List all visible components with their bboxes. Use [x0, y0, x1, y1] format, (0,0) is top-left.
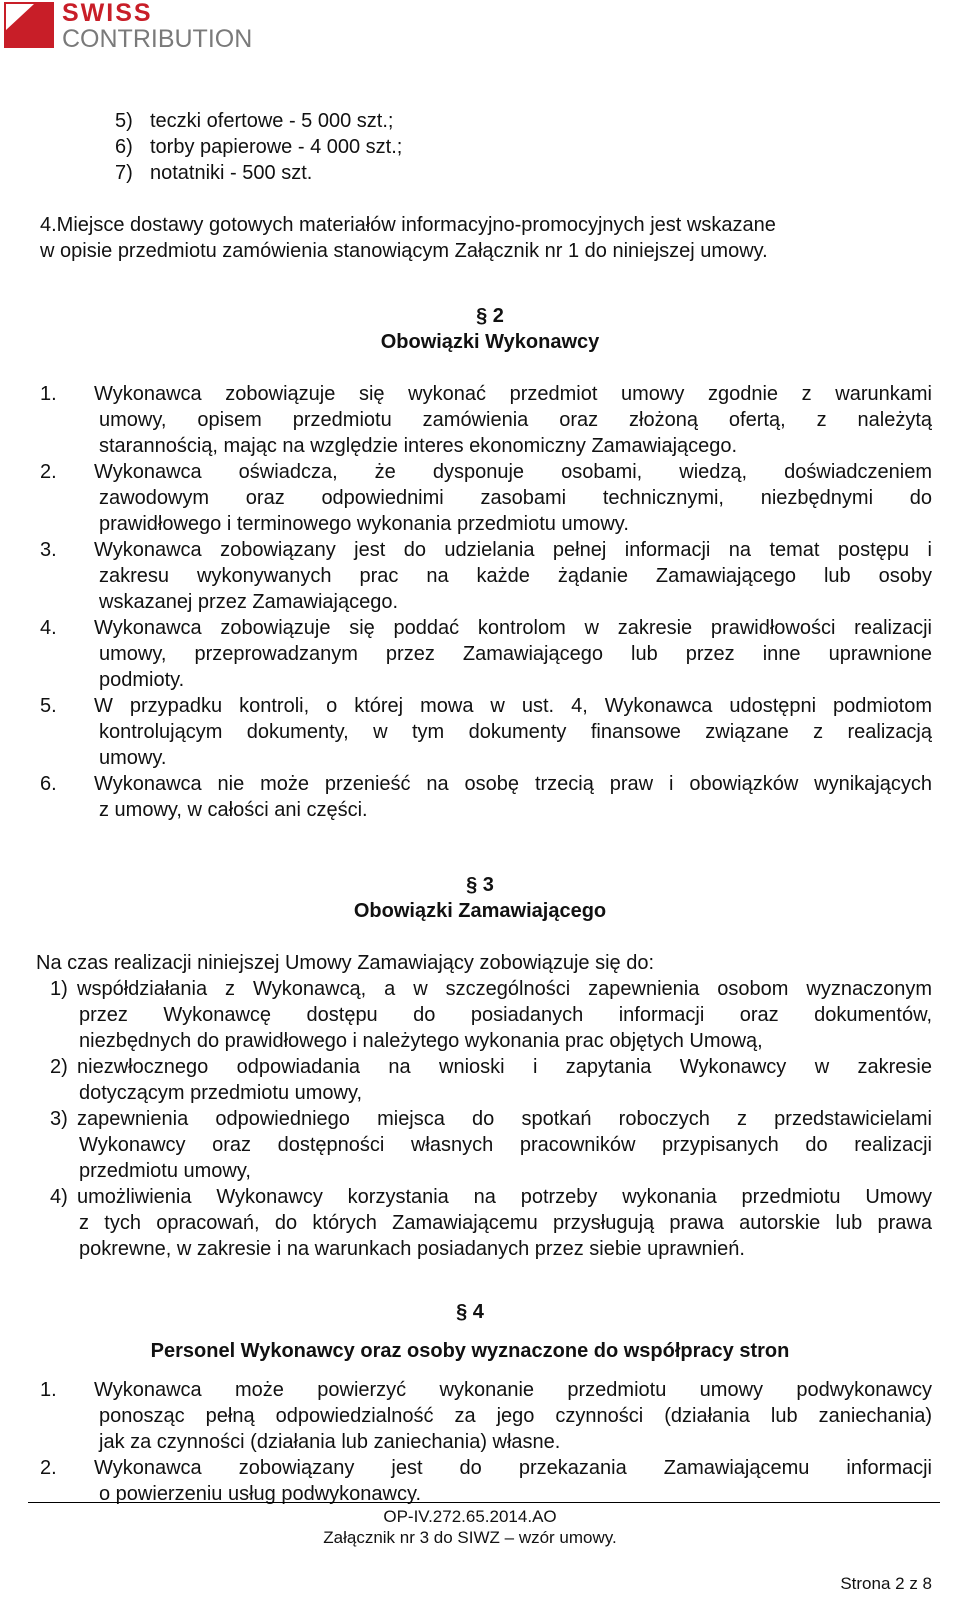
- list-item-number: 6.: [40, 773, 57, 795]
- list-item-line: przedmiotu umowy,: [79, 1160, 251, 1182]
- list-item-line: zawodowym oraz odpowiednimi zasobami technicznymi, niezbędnymi do: [99, 487, 932, 509]
- footer-reference: OP-IV.272.65.2014.AO: [383, 1507, 557, 1526]
- list-item-line: Wykonawca może powierzyć wykonanie przedmiotu umowy podwykonawcy: [94, 1379, 932, 1401]
- list-item-line: umożliwienia Wykonawcy korzystania na potrzeby wykonania przedmiotu Umowy: [77, 1186, 932, 1208]
- list-item-line: Wykonawca zobowiązany jest do przekazania Zamawiającemu informacji: [94, 1457, 932, 1479]
- footer-divider: [28, 1502, 940, 1503]
- page-number: Strona 2 z 8: [840, 1574, 932, 1593]
- list-item-line: ponosząc pełną odpowiedzialność za jego czynności (działania lub zaniechania): [99, 1405, 932, 1427]
- list-item-line: współdziałania z Wykonawcą, a w szczególności zapewnienia osobom wyznaczonym: [77, 978, 932, 1000]
- list-item-line: niezwłocznego odpowiadania na wnioski i zapytania Wykonawcy w zakresie: [77, 1056, 932, 1078]
- list-item-line: W przypadku kontroli, o której mowa w ust. 4, Wykonawca udostępni podmiotom: [94, 695, 932, 717]
- list-item-line: Wykonawca oświadcza, że dysponuje osobami, wiedzą, doświadczeniem: [94, 461, 932, 483]
- list-item-line: jak za czynności (działania lub zaniechania) własne.: [99, 1431, 561, 1453]
- list-item-number: 4.: [40, 617, 57, 639]
- list-item-number: 5): [115, 110, 133, 132]
- list-item-line: Wykonawcy oraz dostępności własnych pracowników przypisanych do realizacji: [79, 1134, 932, 1156]
- list-item-line: zapewnienia odpowiedniego miejsca do spotkań roboczych z przedstawicielami: [77, 1108, 932, 1130]
- list-item-line: o powierzeniu usług podwykonawcy.: [99, 1483, 422, 1505]
- list-item-number: 6): [115, 136, 133, 158]
- list-item-number: 4): [50, 1186, 68, 1208]
- section-title: Personel Wykonawcy oraz osoby wyznaczone do współpracy stron: [150, 1340, 790, 1362]
- list-item-number: 1.: [40, 1379, 57, 1401]
- list-item-line: Wykonawca zobowiązuje się poddać kontrolom w zakresie prawidłowości realizacji: [94, 617, 932, 639]
- list-item-line: umowy.: [99, 747, 167, 769]
- list-item-number: 2.: [40, 461, 57, 483]
- list-item-number: 2): [50, 1056, 68, 1078]
- list-item-line: umowy, opisem przedmiotu zamówienia oraz złożoną ofertą, z należytą: [99, 409, 932, 431]
- list-item-line: zakresu wykonywanych prac na każde żądanie Zamawiającego lub osoby: [99, 565, 932, 587]
- list-item-line: z tych opracowań, do których Zamawiającemu przysługują prawa autorskie lub prawa: [79, 1212, 932, 1234]
- list-item-line: prawidłowego i terminowego wykonania przedmiotu umowy.: [99, 513, 629, 535]
- list-item-text: teczki ofertowe - 5 000 szt.;: [150, 110, 394, 132]
- list-item-line: z umowy, w całości ani części.: [99, 799, 368, 821]
- list-item-number: 2.: [40, 1457, 57, 1479]
- list-item-number: 7): [115, 162, 133, 184]
- logo-text-line1: SWISS: [62, 0, 153, 27]
- list-item-line: dotyczącym przedmiotu umowy,: [79, 1082, 363, 1104]
- list-item-number: 5.: [40, 695, 57, 717]
- list-item-number: 1.: [40, 383, 57, 405]
- section-mark: § 4: [456, 1301, 484, 1323]
- list-item-line: przez Wykonawcę dostępu do posiadanych informacji oraz dokumentów,: [79, 1004, 932, 1026]
- section-title: Obowiązki Zamawiającego: [353, 900, 607, 922]
- list-item-line: umowy, przeprowadzanym przez Zamawiającego lub przez inne uprawnione: [99, 643, 932, 665]
- list-item-line: Wykonawca nie może przenieść na osobę trzecią praw i obowiązków wynikających: [94, 773, 932, 795]
- list-item-line: wskazanej przez Zamawiającego.: [99, 591, 399, 613]
- logo-text-line2: CONTRIBUTION: [62, 25, 253, 53]
- section-mark: § 3: [466, 874, 494, 896]
- section-title: Obowiązki Wykonawcy: [380, 331, 600, 353]
- list-item-number: 1): [50, 978, 68, 1000]
- list-item-text: torby papierowe - 4 000 szt.;: [150, 136, 403, 158]
- footer-note: Załącznik nr 3 do SIWZ – wzór umowy.: [323, 1528, 617, 1547]
- list-item-line: Wykonawca zobowiązuje się wykonać przedmiot umowy zgodnie z warunkami: [94, 383, 932, 405]
- section-intro: Na czas realizacji niniejszej Umowy Zamawiający zobowiązuje się do:: [36, 952, 655, 974]
- list-item-line: niezbędnych do prawidłowego i należytego wykonania prac objętych Umową,: [79, 1030, 763, 1052]
- paragraph-line: w opisie przedmiotu zamówienia stanowiącym Załącznik nr 1 do niniejszej umowy.: [40, 240, 768, 262]
- list-item-text: notatniki - 500 szt.: [150, 162, 313, 184]
- logo-flag-icon: [4, 2, 54, 50]
- list-item-number: 3.: [40, 539, 57, 561]
- list-item-number: 3): [50, 1108, 68, 1130]
- paragraph-line: 4.Miejsce dostawy gotowych materiałów informacyjno-promocyjnych jest wskazane: [40, 214, 776, 236]
- list-item-line: Wykonawca zobowiązany jest do udzielania pełnej informacji na temat postępu i: [94, 539, 932, 561]
- swiss-contribution-logo: [4, 0, 253, 53]
- list-item-line: podmioty.: [99, 669, 185, 691]
- section-mark: § 2: [476, 305, 504, 327]
- list-item-line: starannością, mając na względzie interes ekonomiczny Zamawiającego.: [99, 435, 738, 457]
- list-item-line: kontrolującym dokumenty, w tym dokumenty finansowe związane z realizacją: [99, 721, 932, 743]
- list-item-line: pokrewne, w zakresie i na warunkach posiadanych przez siebie uprawnień.: [79, 1238, 745, 1260]
